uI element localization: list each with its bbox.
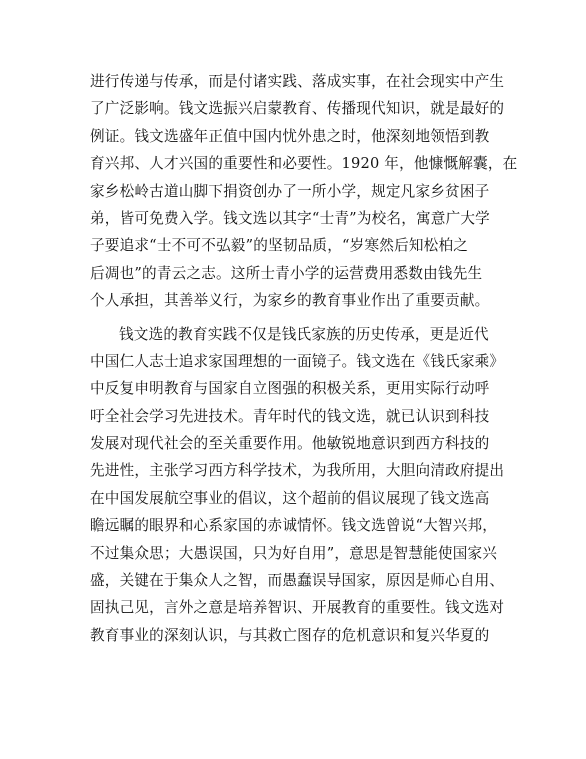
text-line: 个人承担，其善举义行，为家乡的教育事业作出了重要贡献。 bbox=[90, 292, 490, 310]
text-line: 瞻远瞩的眼界和心系家国的赤诚情怀。钱文选曾说“大智兴邦， bbox=[90, 517, 498, 535]
text-line: 家乡松岭古道山脚下捐资创办了一所小学，规定凡家乡贫困子 bbox=[90, 182, 490, 200]
text-line: 盛，关键在于集众人之智，而愚蠢误导国家，原因是师心自用、 bbox=[90, 572, 505, 590]
body-text bbox=[90, 68, 518, 649]
text-line: 例证。钱文选盛年正值中国内忧外患之时，他深刻地领悟到教 bbox=[90, 127, 490, 145]
text-line: 后凋也”的青云之志。这所士青小学的运营费用悉数由钱先生 bbox=[90, 264, 483, 282]
text-line: 育兴邦、人才兴国的重要性和必要性。1920 年，他慷慨解囊，在 bbox=[90, 155, 518, 173]
text-line: 中反复申明教育与国家自立图强的积极关系，更用实际行动呼 bbox=[90, 380, 490, 398]
paragraph bbox=[90, 68, 518, 315]
text-line: 了广泛影响。钱文选振兴启蒙教育、传播现代知识，就是最好的 bbox=[90, 100, 505, 118]
text-line: 中国仁人志士追求家国理想的一面镜子。钱文选在《钱氏家乘》 bbox=[90, 352, 505, 370]
text-line: 在中国发展航空事业的倡议，这个超前的倡议展现了钱文选高 bbox=[90, 489, 490, 507]
text-line: 固执己见，言外之意是培养智识、开展教育的重要性。钱文选对 bbox=[90, 599, 505, 617]
text-line: 先进性，主张学习西方科学技术，为我所用，大胆向清政府提出 bbox=[90, 462, 505, 480]
text-line: 吁全社会学习先进技术。青年时代的钱文选，就已认识到科技 bbox=[90, 407, 490, 425]
text-line: 教育事业的深刻认识，与其救亡图存的危机意识和复兴华夏的 bbox=[90, 626, 490, 644]
text-line: 进行传递与传承，而是付诸实践、落成实事，在社会现实中产生 bbox=[90, 73, 505, 90]
text-line: 发展对现代社会的至关重要作用。他敏锐地意识到西方科技的 bbox=[90, 435, 490, 453]
text-line: 子要追求“士不可不弘毅”的坚韧品质，“岁寒然后知松柏之 bbox=[90, 237, 469, 255]
text-line: 弟，皆可免费入学。钱文选以其字“士青”为校名，寓意广大学 bbox=[90, 209, 490, 227]
text-line: 钱文选的教育实践不仅是钱氏家族的历史传承，更是近代 bbox=[119, 325, 489, 343]
paragraph bbox=[90, 321, 510, 650]
text-line: 不过集众思；大愚误国，只为好自用”，意思是智慧能使国家兴 bbox=[90, 544, 498, 562]
